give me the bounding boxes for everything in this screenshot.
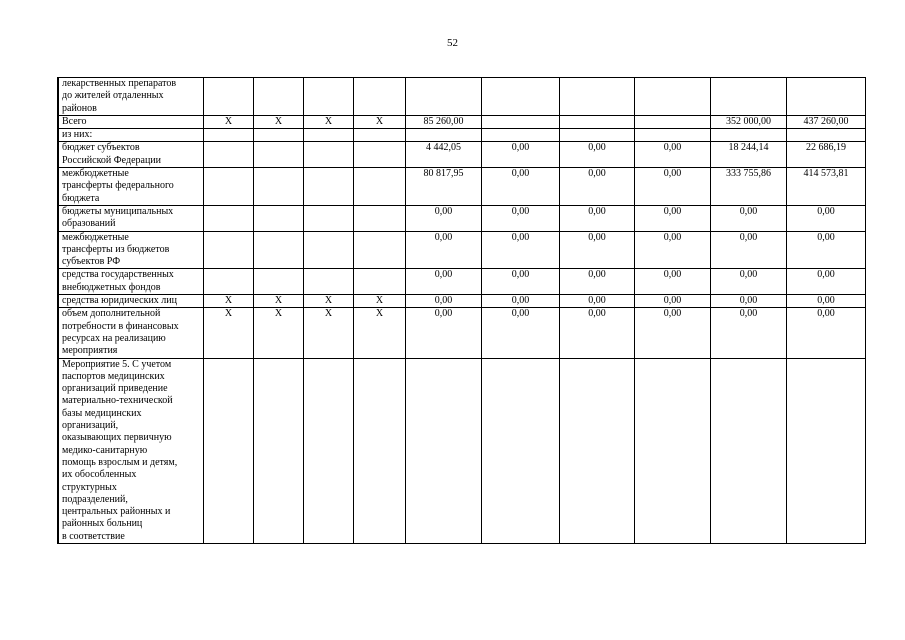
mark-cell	[204, 269, 254, 295]
row-name-line: ресурсах на реализацию	[62, 332, 166, 344]
value-cell	[482, 129, 560, 142]
mark-cell	[204, 129, 254, 142]
row-name-line: бюджет субъектов	[62, 142, 140, 154]
value-cell	[635, 358, 711, 543]
row-name-line: подразделений,	[62, 493, 128, 505]
table-row	[58, 308, 866, 358]
mark-cell	[254, 168, 304, 206]
mark-cell	[354, 269, 406, 295]
mark-cell: X	[254, 295, 304, 308]
value-cell: 0,00	[482, 295, 560, 308]
row-name-line: внебюджетных фондов	[62, 281, 161, 293]
row-name-line: материально-технической	[62, 395, 173, 407]
value-cell	[787, 78, 866, 116]
value-cell: 18 244,14	[711, 142, 787, 168]
mark-cell: X	[204, 295, 254, 308]
value-cell: 85 260,00	[406, 115, 482, 128]
value-cell: 0,00	[560, 269, 635, 295]
value-cell: 0,00	[711, 269, 787, 295]
mark-cell	[354, 231, 406, 269]
mark-cell	[204, 78, 254, 116]
mark-cell	[254, 129, 304, 142]
mark-cell	[304, 168, 354, 206]
budget-table	[57, 77, 866, 544]
value-cell: 0,00	[406, 269, 482, 295]
row-name-line: субъектов РФ	[62, 256, 121, 268]
value-cell: 0,00	[787, 231, 866, 269]
value-cell: 0,00	[560, 142, 635, 168]
row-name-line: базы медицинских	[62, 407, 142, 419]
value-cell: 437 260,00	[787, 115, 866, 128]
value-cell	[406, 129, 482, 142]
mark-cell: X	[254, 308, 304, 358]
row-name	[59, 168, 204, 206]
value-cell	[787, 358, 866, 543]
row-name-line: средства государственных	[62, 269, 174, 281]
mark-cell: X	[304, 308, 354, 358]
value-cell	[711, 358, 787, 543]
value-cell: 0,00	[482, 142, 560, 168]
mark-cell	[254, 142, 304, 168]
mark-cell	[354, 358, 406, 543]
row-name-line: районных больниц	[62, 518, 143, 530]
row-name	[59, 269, 204, 295]
value-cell: 0,00	[787, 269, 866, 295]
mark-cell	[204, 205, 254, 231]
row-name-line: межбюджетные	[62, 168, 129, 180]
value-cell	[560, 358, 635, 543]
value-cell: 0,00	[560, 308, 635, 358]
value-cell: 0,00	[635, 295, 711, 308]
row-name-line: образований	[62, 218, 116, 230]
value-cell: 0,00	[635, 142, 711, 168]
table-row	[58, 129, 866, 142]
value-cell: 22 686,19	[787, 142, 866, 168]
mark-cell	[354, 129, 406, 142]
row-name-line: в соответствие	[62, 530, 125, 542]
mark-cell: X	[204, 115, 254, 128]
table-row	[58, 358, 866, 543]
row-name	[59, 115, 204, 128]
value-cell	[635, 129, 711, 142]
table-row	[58, 269, 866, 295]
value-cell: 4 442,05	[406, 142, 482, 168]
row-name-line: центральных районных и	[62, 506, 171, 518]
mark-cell	[254, 358, 304, 543]
mark-cell	[354, 168, 406, 206]
value-cell	[560, 129, 635, 142]
value-cell	[787, 129, 866, 142]
row-name-line: бюджета	[62, 192, 100, 204]
row-name-line: их обособленных	[62, 469, 137, 481]
row-name-line: медико-санитарную	[62, 444, 148, 456]
mark-cell	[354, 205, 406, 231]
mark-cell	[254, 231, 304, 269]
row-name-line: потребности в финансовых	[62, 320, 179, 332]
mark-cell	[304, 78, 354, 116]
row-name-line: бюджеты муниципальных	[62, 205, 174, 217]
value-cell	[406, 358, 482, 543]
mark-cell	[204, 358, 254, 543]
row-name-line: объем дополнительной	[62, 308, 161, 320]
row-name	[59, 205, 204, 231]
mark-cell	[354, 142, 406, 168]
mark-cell: X	[354, 295, 406, 308]
value-cell: 0,00	[711, 308, 787, 358]
value-cell	[560, 115, 635, 128]
mark-cell: X	[354, 308, 406, 358]
table-row	[58, 115, 866, 128]
value-cell	[635, 78, 711, 116]
mark-cell: X	[254, 115, 304, 128]
row-name-line: паспортов медицинских	[62, 370, 165, 382]
row-name-line: Всего	[62, 115, 87, 127]
row-name	[59, 358, 204, 543]
row-name	[59, 295, 204, 308]
value-cell: 0,00	[560, 168, 635, 206]
mark-cell	[304, 142, 354, 168]
value-cell: 0,00	[406, 205, 482, 231]
row-name-line: оказывающих первичную	[62, 432, 172, 444]
value-cell: 0,00	[560, 205, 635, 231]
value-cell: 0,00	[635, 308, 711, 358]
mark-cell: X	[204, 308, 254, 358]
row-name-line: до жителей отдаленных	[62, 90, 164, 102]
table-row	[58, 295, 866, 308]
value-cell	[482, 358, 560, 543]
row-name-line: Российской Федерации	[62, 154, 162, 166]
value-cell: 0,00	[787, 295, 866, 308]
value-cell: 0,00	[482, 269, 560, 295]
value-cell: 0,00	[787, 205, 866, 231]
row-name	[59, 129, 204, 142]
row-name-line: межбюджетные	[62, 231, 129, 243]
mark-cell	[304, 231, 354, 269]
row-name	[59, 78, 204, 116]
value-cell: 0,00	[406, 231, 482, 269]
value-cell	[482, 115, 560, 128]
table-row	[58, 142, 866, 168]
mark-cell	[204, 168, 254, 206]
row-name-line: трансферты федерального	[62, 180, 174, 192]
table-row	[58, 168, 866, 206]
value-cell	[406, 78, 482, 116]
value-cell: 0,00	[787, 308, 866, 358]
value-cell: 0,00	[482, 205, 560, 231]
row-name-line: трансферты из бюджетов	[62, 243, 170, 255]
value-cell	[560, 78, 635, 116]
mark-cell	[204, 142, 254, 168]
mark-cell: X	[304, 295, 354, 308]
row-name-line: организаций,	[62, 420, 119, 432]
table-row	[58, 231, 866, 269]
value-cell: 0,00	[635, 168, 711, 206]
value-cell: 0,00	[711, 205, 787, 231]
value-cell	[711, 78, 787, 116]
row-name-line: районов	[62, 102, 97, 114]
row-name-line: помощь взрослым и детям,	[62, 456, 178, 468]
value-cell: 0,00	[482, 308, 560, 358]
row-name	[59, 231, 204, 269]
mark-cell	[304, 205, 354, 231]
mark-cell: X	[304, 115, 354, 128]
value-cell	[482, 78, 560, 116]
value-cell: 0,00	[482, 231, 560, 269]
mark-cell	[354, 78, 406, 116]
mark-cell: X	[354, 115, 406, 128]
row-name-line: из них:	[62, 129, 93, 141]
table-row	[58, 78, 866, 116]
row-name	[59, 308, 204, 358]
value-cell: 0,00	[711, 231, 787, 269]
value-cell: 0,00	[635, 231, 711, 269]
row-name-line: структурных	[62, 481, 117, 493]
value-cell: 0,00	[635, 269, 711, 295]
value-cell: 352 000,00	[711, 115, 787, 128]
value-cell: 0,00	[482, 168, 560, 206]
mark-cell	[254, 205, 304, 231]
value-cell: 0,00	[560, 295, 635, 308]
table-row	[58, 205, 866, 231]
value-cell: 0,00	[711, 295, 787, 308]
mark-cell	[254, 269, 304, 295]
row-name-line: мероприятия	[62, 345, 118, 357]
row-name-line: Мероприятие 5. С учетом	[62, 358, 172, 370]
page-number: 52	[447, 37, 458, 49]
mark-cell	[254, 78, 304, 116]
value-cell: 0,00	[560, 231, 635, 269]
value-cell: 414 573,81	[787, 168, 866, 206]
value-cell: 0,00	[406, 308, 482, 358]
value-cell	[635, 115, 711, 128]
value-cell	[711, 129, 787, 142]
row-name-line: организаций приведение	[62, 383, 168, 395]
value-cell: 0,00	[635, 205, 711, 231]
row-name-line: средства юридических лиц	[62, 295, 177, 307]
value-cell: 0,00	[406, 295, 482, 308]
value-cell: 80 817,95	[406, 168, 482, 206]
mark-cell	[304, 269, 354, 295]
value-cell: 333 755,86	[711, 168, 787, 206]
row-name	[59, 142, 204, 168]
mark-cell	[204, 231, 254, 269]
mark-cell	[304, 358, 354, 543]
mark-cell	[304, 129, 354, 142]
row-name-line: лекарственных препаратов	[62, 78, 177, 89]
